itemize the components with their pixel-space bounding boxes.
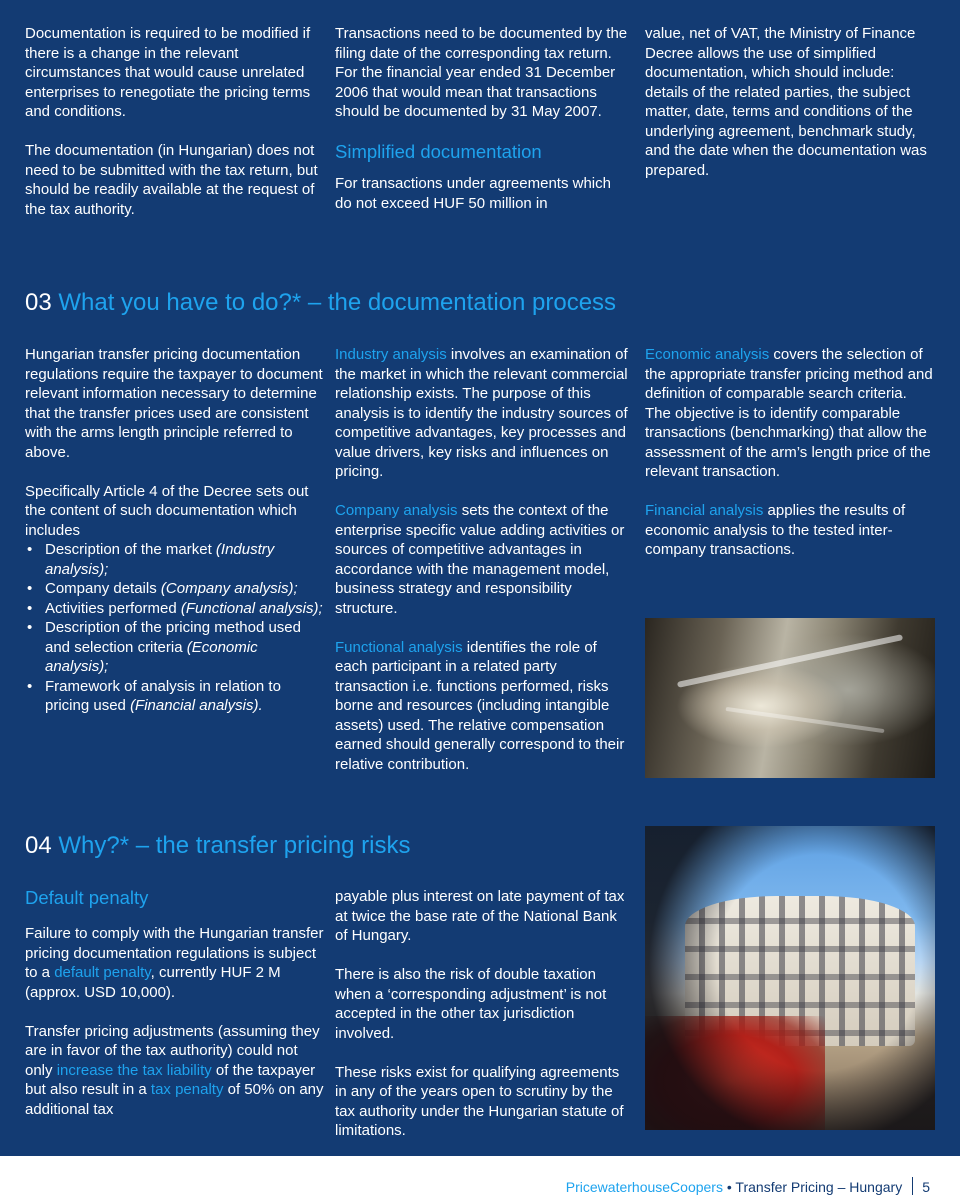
footer-brand: PricewaterhouseCoopers <box>565 1179 723 1195</box>
section-04-column-1 <box>25 887 325 1119</box>
paragraph: Failure to comply with the Hungarian transfer pricing documentation regulations is subject to a default penalty, currently HUF 2 M (approx. USD 10,000). <box>25 925 324 1001</box>
paragraph-economic-analysis: Economic analysis covers the selection of the appropriate transfer pricing method and definition of comparable search criteria. The objective is to identify comparable transactions (benchmarking) that allow the assessment of the arm’s length price of the relevant transaction. <box>645 346 933 480</box>
section-number: 04 <box>25 832 52 859</box>
top-column-3 <box>645 24 940 180</box>
section-03-column-3 <box>645 345 935 560</box>
paragraph: These risks exist for qualifying agreements in any of the years open to scrutiny by the tax authority under the Hungarian statute of limitations. <box>335 1063 624 1139</box>
photo-glass-reflection <box>645 618 935 778</box>
paragraph: The documentation (in Hungarian) does not need to be submitted with the tax return, but should be readily available at the request of the tax authority. <box>25 142 318 218</box>
section-03-column-2 <box>335 345 630 774</box>
paragraph: Hungarian transfer pricing documentation regulations require the taxpayer to document relevant information necessary to determine that the transfer prices used are consistent with the arms length principle referred to above. <box>25 346 323 461</box>
list-item: • Activities performed (Functional analysis); <box>25 599 325 619</box>
paragraph: There is also the risk of double taxation when a ‘corresponding adjustment’ is not accepted in the other tax jurisdiction involved. <box>335 966 607 1042</box>
top-column-2 <box>335 24 630 213</box>
page-number: 5 <box>922 1179 930 1195</box>
list-item: • Description of the market (Industry analysis); <box>25 540 325 579</box>
subheading-default-penalty: Default penalty <box>25 887 149 908</box>
list-item: • Company details (Company analysis); <box>25 579 325 599</box>
footer-separator: • <box>722 1179 736 1195</box>
section-04-heading <box>25 832 411 860</box>
section-title: What you have to do?* – the documentation process <box>58 289 617 316</box>
subheading-simplified-documentation: Simplified documentation <box>335 141 542 162</box>
section-number: 03 <box>25 289 52 316</box>
paragraph: Transfer pricing adjustments (assuming they are in favor of the tax authority) could not only increase the tax liability of the taxpayer but also result in a tax penalty of 50% on any additional tax <box>25 1022 324 1118</box>
section-03-heading <box>25 289 616 317</box>
paragraph-industry-analysis: Industry analysis involves an examination of the market in which the relevant commercial relationship exists. The purpose of this analysis is to identify the industry sources of competitive advantages, key processes and value drivers, key risks and influences on pricing. <box>335 346 628 480</box>
documentation-content-list <box>25 540 325 716</box>
paragraph-functional-analysis: Functional analysis identifies the role of each participant in a related party transaction i.e. functions performed, risks borne and resources (including intangible assets) used. The relative compensation earned should generally correspond to their relative contribution. <box>335 638 625 773</box>
section-04-column-2 <box>335 887 630 1141</box>
paragraph: value, net of VAT, the Ministry of Finance Decree allows the use of simplified documentation, which should include: details of the related parties, the subject matter, date, terms and conditions of the underlying agreement, benchmark study, and the date when the documentation was prepared. <box>645 25 927 179</box>
paragraph: payable plus interest on late payment of tax at twice the base rate of the National Bank of Hungary. <box>335 888 625 944</box>
paragraph-company-analysis: Company analysis sets the context of the enterprise specific value adding activities or sources of competitive advantages in accordance with the management model, business strategy and responsibility structure. <box>335 502 625 617</box>
top-column-1 <box>25 24 325 219</box>
photo-street-reflection <box>645 826 935 1130</box>
list-item: • Framework of analysis in relation to pricing used (Financial analysis). <box>25 677 325 716</box>
section-03-column-1 <box>25 345 325 716</box>
paragraph: Transactions need to be documented by the filing date of the corresponding tax return. For the financial year ended 31 December 2006 that would mean that transactions should be documented by 31 May 2007. <box>335 25 628 120</box>
page-footer <box>566 1177 930 1196</box>
footer-title: Transfer Pricing – Hungary <box>735 1179 903 1195</box>
paragraph: For transactions under agreements which do not exceed HUF 50 million in <box>335 175 611 212</box>
section-title: Why?* – the transfer pricing risks <box>58 832 411 859</box>
paragraph-financial-analysis: Financial analysis applies the results of economic analysis to the tested inter-company transactions. <box>645 502 906 558</box>
paragraph: Specifically Article 4 of the Decree sets out the content of such documentation which includes <box>25 482 309 539</box>
paragraph: Documentation is required to be modified if there is a change in the relevant circumstances that would cause unrelated enterprises to renegotiate the pricing terms and conditions. <box>25 25 311 120</box>
list-item: • Description of the pricing method used and selection criteria (Economic analysis); <box>25 618 325 677</box>
